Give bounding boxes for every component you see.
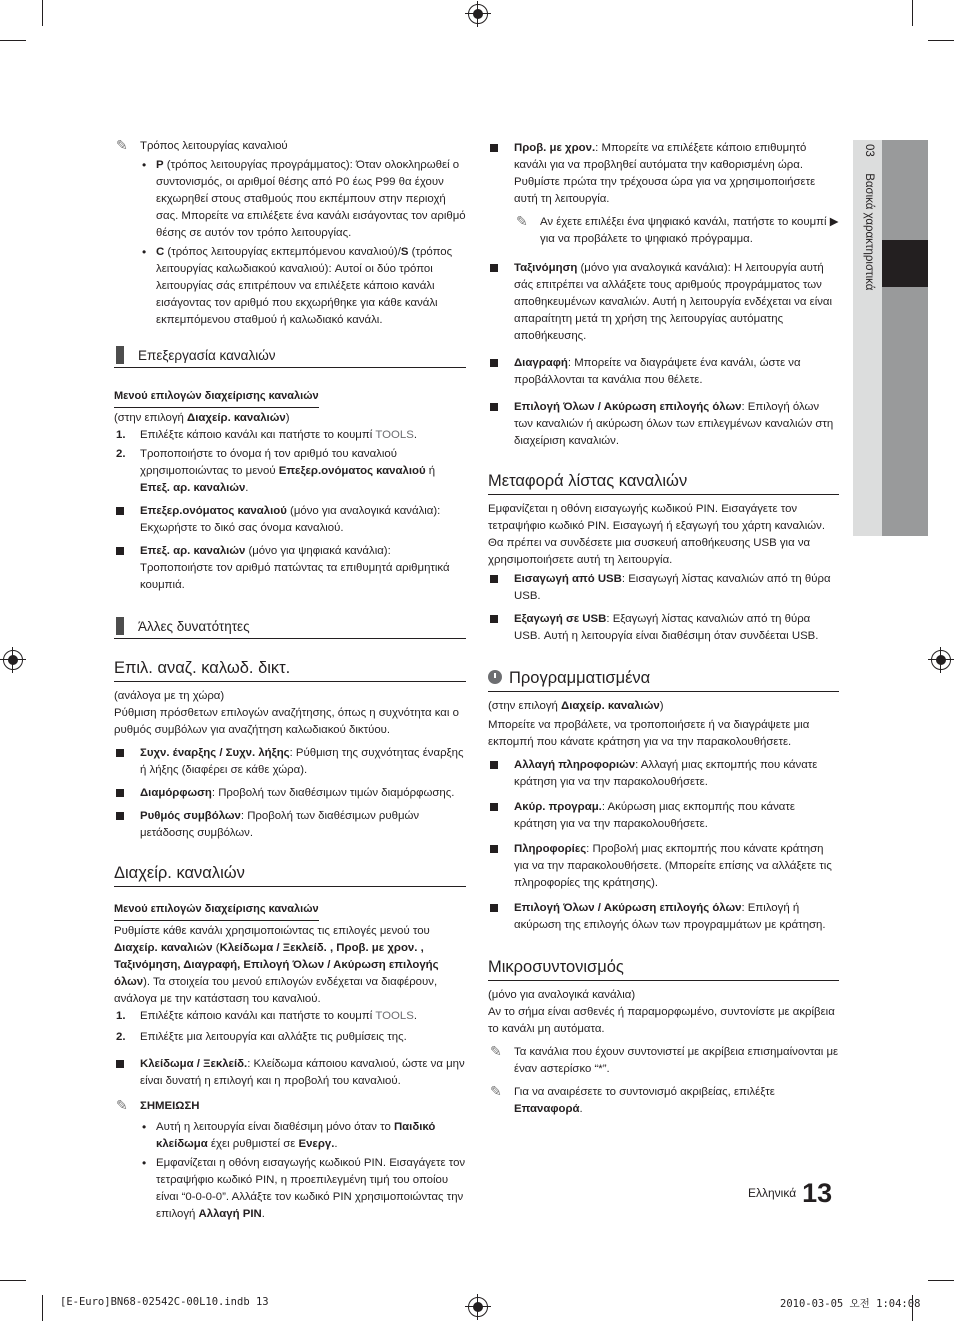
list-item: • Αυτή η λειτουργία είναι διαθέσιμη μόνο όταν το Παιδικό κλείδωμα έχει ρυθμιστεί σε Ενεργ.. bbox=[140, 1119, 466, 1153]
pencil-note-icon: ✎ bbox=[490, 1043, 502, 1059]
fine-tune-note: ✎ Τα κανάλια που έχουν συντονιστεί με ακρίβεια επισημαίνονται με έναν αστερίσκο “*”. bbox=[490, 1043, 839, 1075]
square-bullet-item: Ακύρ. προγραμ.: Ακύρωση μιας εκπομπής που κάνατε κράτηση για να την παρακολουθήσετε. bbox=[488, 799, 839, 833]
channel-manager-desc: Ρυθμίστε κάθε κανάλι χρησιμοποιώντας τις επιλογές μενού του Διαχείρ. καναλιών (Κλείδωμα / Ξεκλείδ. , Προβ. με χρον. , Ταξινόμηση, Διαγραφή, Επιλογή Όλων / Ακύρωση επιλογής όλων). Τα στοιχεία του μενού επιλογών ενδέχεται να διαφέρουν, ανάλογα με την κατάσταση του καναλιού. bbox=[114, 925, 439, 1005]
timer-note: ✎ Αν έχετε επιλέξει ένα ψηφιακό κανάλι, πατήστε το κουμπί ▶ για να προβάλετε το ψηφιακό πρόγραμμα. bbox=[516, 213, 839, 245]
square-bullet-item: Συχν. έναρξης / Συχν. λήξης: Ρύθμιση της συχνότητας έναρξης ή λήξης (διαφέρει σε κάθε χώρα). bbox=[114, 745, 466, 779]
crop-mark bbox=[42, 0, 43, 26]
menu-path-label: Μενού επιλογών διαχείρισης καναλιών bbox=[114, 901, 319, 921]
clock-icon bbox=[488, 670, 502, 684]
square-bullet-item: Εισαγωγή από USB: Εισαγωγή λίστας καναλιών από τη θύρα USB. bbox=[488, 571, 839, 605]
mode-label: S bbox=[400, 246, 409, 258]
registration-mark-icon bbox=[931, 650, 951, 670]
transfer-desc: Εμφανίζεται η οθόνη εισαγωγής κωδικού PIN. Εισαγάγετε τον τετραψήφιο κωδικό PIN. Εισαγωγή ή εξαγωγή του χάρτη καναλιών. Θα πρέπει να συνδέσετε μια συσκευή αποθήκευσης USB για να χρησιμοποιήσετε αυτή τη λειτουργία. bbox=[488, 503, 826, 566]
right-arrow-icon: ▶ bbox=[829, 216, 839, 228]
square-bullet-item: Κλείδωμα / Ξεκλείδ.: Κλείδωμα κάποιου καναλιού, ώστε να μην είναι δυνατή η επιλογή και η προβολή του καναλιού. bbox=[114, 1056, 466, 1090]
chapter-tab-block bbox=[882, 287, 928, 536]
fine-tune-note: ✎ Για να αναιρέσετε το συντονισμό ακριβείας, επιλέξτε Επαναφορά. bbox=[490, 1083, 775, 1115]
pencil-note-icon: ✎ bbox=[516, 213, 528, 229]
menu-path-label: Μενού επιλογών διαχείρισης καναλιών bbox=[114, 388, 319, 408]
step-item: 1. Επιλέξτε κάποιο κανάλι και πατήστε το κουμπί TOOLS. bbox=[116, 1010, 417, 1022]
square-bullet-item: Αλλαγή πληροφοριών: Αλλαγή μιας εκπομπής που κάνατε κράτηση για να την παρακολουθήσετε. bbox=[488, 757, 839, 791]
crop-mark bbox=[0, 1280, 26, 1281]
crop-mark bbox=[42, 1295, 43, 1321]
cable-search-heading: Επιλ. αναζ. καλωδ. δικτ. bbox=[114, 657, 466, 682]
context-note: (στην επιλογή Διαχείρ. καναλιών) bbox=[114, 412, 290, 424]
mode-desc: (τρόπος λειτουργίας καλωδιακού καναλιού): Αυτοί οι δύο τρόποι λειτουργίας σάς επιτρέπουν να επιλέξετε κάποιο κανάλι εισάγοντας τον αριθμό που εκχωρήθηκε για κάθε κανάλι εκπεμπόμενου σταθμού ή καλωδιακό κανάλι. bbox=[156, 246, 453, 326]
manage-steps bbox=[114, 1008, 466, 1046]
registration-mark-icon bbox=[468, 1297, 488, 1317]
step-item: 1. Επιλέξτε κάποιο κανάλι και πατήστε το κουμπί TOOLS. bbox=[116, 429, 417, 441]
pencil-note-icon: ✎ bbox=[490, 1083, 502, 1099]
edit-channels-heading: Επεξεργασία καναλιών bbox=[114, 345, 466, 368]
chapter-number: 03 bbox=[863, 144, 875, 157]
crop-mark bbox=[928, 1280, 954, 1281]
fine-tune-heading: Μικροσυντονισμός bbox=[488, 956, 839, 981]
square-bullet-item: Επεξερ.ονόματος καναλιού (μόνο για αναλογικά κανάλια): Εκχωρήστε το δικό σας όνομα καναλιού. bbox=[114, 503, 466, 537]
channel-mode-list bbox=[114, 157, 466, 329]
pencil-note-icon: ✎ bbox=[116, 1097, 128, 1113]
square-bullet-item: Πληροφορίες: Προβολή μιας εκπομπής που κάνατε κράτηση για να την παρακολουθήσετε. (Μπορείτε επίσης να αλλάξετε τις πληροφορίες της κράτησης). bbox=[488, 841, 839, 892]
right-column bbox=[488, 138, 839, 1120]
country-note: (ανάλογα με τη χώρα) bbox=[114, 690, 225, 702]
list-item: • Εμφανίζεται η οθόνη εισαγωγής κωδικού PIN. Εισαγάγετε τον τετραψήφιο κωδικό PIN, η προεπιλεγμένη τιμή του οποίου είναι “0-0-0-0”. Αλλάξτε τον κωδικό PIN χρησιμοποιώντας την επιλογή Αλλαγή PIN. bbox=[140, 1155, 466, 1223]
mode-label: P bbox=[156, 159, 164, 171]
crop-mark bbox=[928, 40, 954, 41]
left-column bbox=[114, 138, 466, 1225]
chapter-tab-label bbox=[859, 144, 879, 524]
registration-mark-icon bbox=[3, 650, 23, 670]
page-number-block bbox=[748, 1178, 832, 1212]
chapter-tab bbox=[853, 140, 928, 536]
language-label: Ελληνικά bbox=[748, 1186, 797, 1200]
list-item bbox=[140, 244, 466, 329]
channel-manager-heading: Διαχείρ. καναλιών bbox=[114, 862, 466, 887]
print-slug-left: [E-Euro]BN68-02542C-00L10.indb 13 bbox=[60, 1296, 269, 1308]
chapter-title: Βασικά χαρακτηριστικά bbox=[863, 173, 875, 291]
mode-label: C bbox=[156, 246, 165, 258]
tools-button-label: TOOLS bbox=[375, 429, 414, 441]
square-bullet-item: Προβ. με χρον.: Μπορείτε να επιλέξετε κάποιο επιθυμητό κανάλι για να προβληθεί αυτόματα την καθορισμένη ώρα. Ρυθμίστε πρώτα την τρέχουσα ώρα για να χρησιμοποιήσετε αυτή τη λειτουργία. bbox=[488, 140, 839, 208]
analog-only-note: (μόνο για αναλογικά κανάλια) bbox=[488, 989, 636, 1001]
square-bullet-item: Διαμόρφωση: Προβολή των διαθέσιμων τιμών διαμόρφωσης. bbox=[114, 785, 466, 802]
print-slug-right: 2010-03-05 오전 1:04:08 bbox=[780, 1298, 921, 1310]
scheduled-heading bbox=[488, 667, 839, 692]
mode-desc: (τρόπος λειτουργίας εκπεμπόμενου καναλιού)/ bbox=[164, 246, 401, 258]
scheduled-desc: Μπορείτε να προβάλετε, να τροποποιήσετε ή να διαγράψετε μια εκπομπή που κάνατε κράτηση για να την παρακολουθήσετε. bbox=[488, 719, 810, 748]
crop-mark bbox=[0, 40, 26, 41]
scheduled-title: Προγραμματισμένα bbox=[509, 669, 651, 687]
mode-desc: (τρόπος λειτουργίας προγράμματος): Όταν ολοκληρωθεί ο συντονισμός, οι αριθμοί θέσης από P0 έως P99 θα έχουν εκχωρηθεί στους σταθμούς που εκπέμπουν στην περιοχή σας. Μπορείτε να επιλέξετε ένα κανάλι εισάγοντας τον αριθμό θέσης σε αυτόν τον τρόπο λειτουργίας. bbox=[156, 159, 466, 239]
channel-mode-note bbox=[114, 138, 466, 155]
other-features-heading: Άλλες δυνατότητες bbox=[114, 616, 466, 639]
registration-mark-icon bbox=[468, 4, 488, 24]
square-bullet-item: Ρυθμός συμβόλων: Προβολή των διαθέσιμων ρυθμών μετάδοσης συμβόλων. bbox=[114, 808, 466, 842]
pencil-note-icon: ✎ bbox=[116, 137, 128, 153]
step-item: 2. Επιλέξτε μια λειτουργία και αλλάξτε τις ρυθμίσεις της. bbox=[116, 1031, 407, 1043]
note-list bbox=[114, 1119, 466, 1223]
chapter-tab-marker bbox=[882, 240, 928, 287]
list-item bbox=[140, 157, 466, 242]
tools-button-label: TOOLS bbox=[375, 1010, 414, 1022]
square-bullet-item: Διαγραφή: Μπορείτε να διαγράψετε ένα κανάλι, ώστε να προβάλλονται τα κανάλια που θέλετε. bbox=[488, 355, 839, 389]
square-bullet-item: Επεξ. αρ. καναλιών (μόνο για ψηφιακά κανάλια): Τροποποιήστε τον αριθμό πατώντας τα επιθυμητά αριθμητικά κουμπιά. bbox=[114, 543, 466, 594]
context-note: (στην επιλογή Διαχείρ. καναλιών) bbox=[488, 700, 664, 712]
square-bullet-item: Επιλογή Όλων / Ακύρωση επιλογής όλων: Επιλογή όλων των καναλιών ή ακύρωση όλων των επιλεγμένων καναλιών στη διαχείριση καναλιών. bbox=[488, 399, 839, 450]
square-bullet-item: Εξαγωγή σε USB: Εξαγωγή λίστας καναλιών από τη θύρα USB. Αυτή η λειτουργία είναι διαθέσιμη όταν συνδέεται USB. bbox=[488, 611, 839, 645]
note-label: ΣΗΜΕΙΩΣΗ bbox=[140, 1100, 200, 1112]
channel-list-transfer-heading: Μεταφορά λίστας καναλιών bbox=[488, 470, 839, 495]
crop-mark bbox=[912, 0, 913, 26]
square-bullet-item: Ταξινόμηση (μόνο για αναλογικά κανάλια): Η λειτουργία αυτή σάς επιτρέπει να αλλάξετε τους αριθμούς προγράμματος των αποθηκευμένων καναλιών. Αυτή η λειτουργία ενδέχεται να είναι απαραίτητη μετά τη χρήση της λειτουργίας αυτόματης αποθήκευσης. bbox=[488, 260, 839, 345]
note-text: Τρόπος λειτουργίας καναλιού bbox=[140, 140, 288, 152]
edit-steps bbox=[114, 427, 466, 497]
cable-search-desc: Ρύθμιση πρόσθετων επιλογών αναζήτησης, όπως η συχνότητα και ο ρυθμός συμβόλων για αναζήτηση καλωδιακού δικτύου. bbox=[114, 707, 459, 736]
square-bullet-item: Επιλογή Όλων / Ακύρωση επιλογής όλων: Επιλογή ή ακύρωση της επιλογής όλων των προγραμμάτων με κράτηση. bbox=[488, 900, 839, 934]
fine-tune-desc: Αν το σήμα είναι ασθενές ή παραμορφωμένο, συντονίστε με ακρίβεια το κανάλι μη αυτόματα. bbox=[488, 1006, 835, 1035]
page-number: 13 bbox=[802, 1178, 833, 1208]
chapter-tab-block bbox=[882, 140, 928, 240]
step-item: 2. Τροποποιήστε το όνομα ή τον αριθμό του καναλιού χρησιμοποιώντας το μενού Επεξερ.ονόματος καναλιού ή Επεξ. αρ. καναλιών. bbox=[116, 448, 436, 494]
note-heading bbox=[114, 1098, 466, 1115]
